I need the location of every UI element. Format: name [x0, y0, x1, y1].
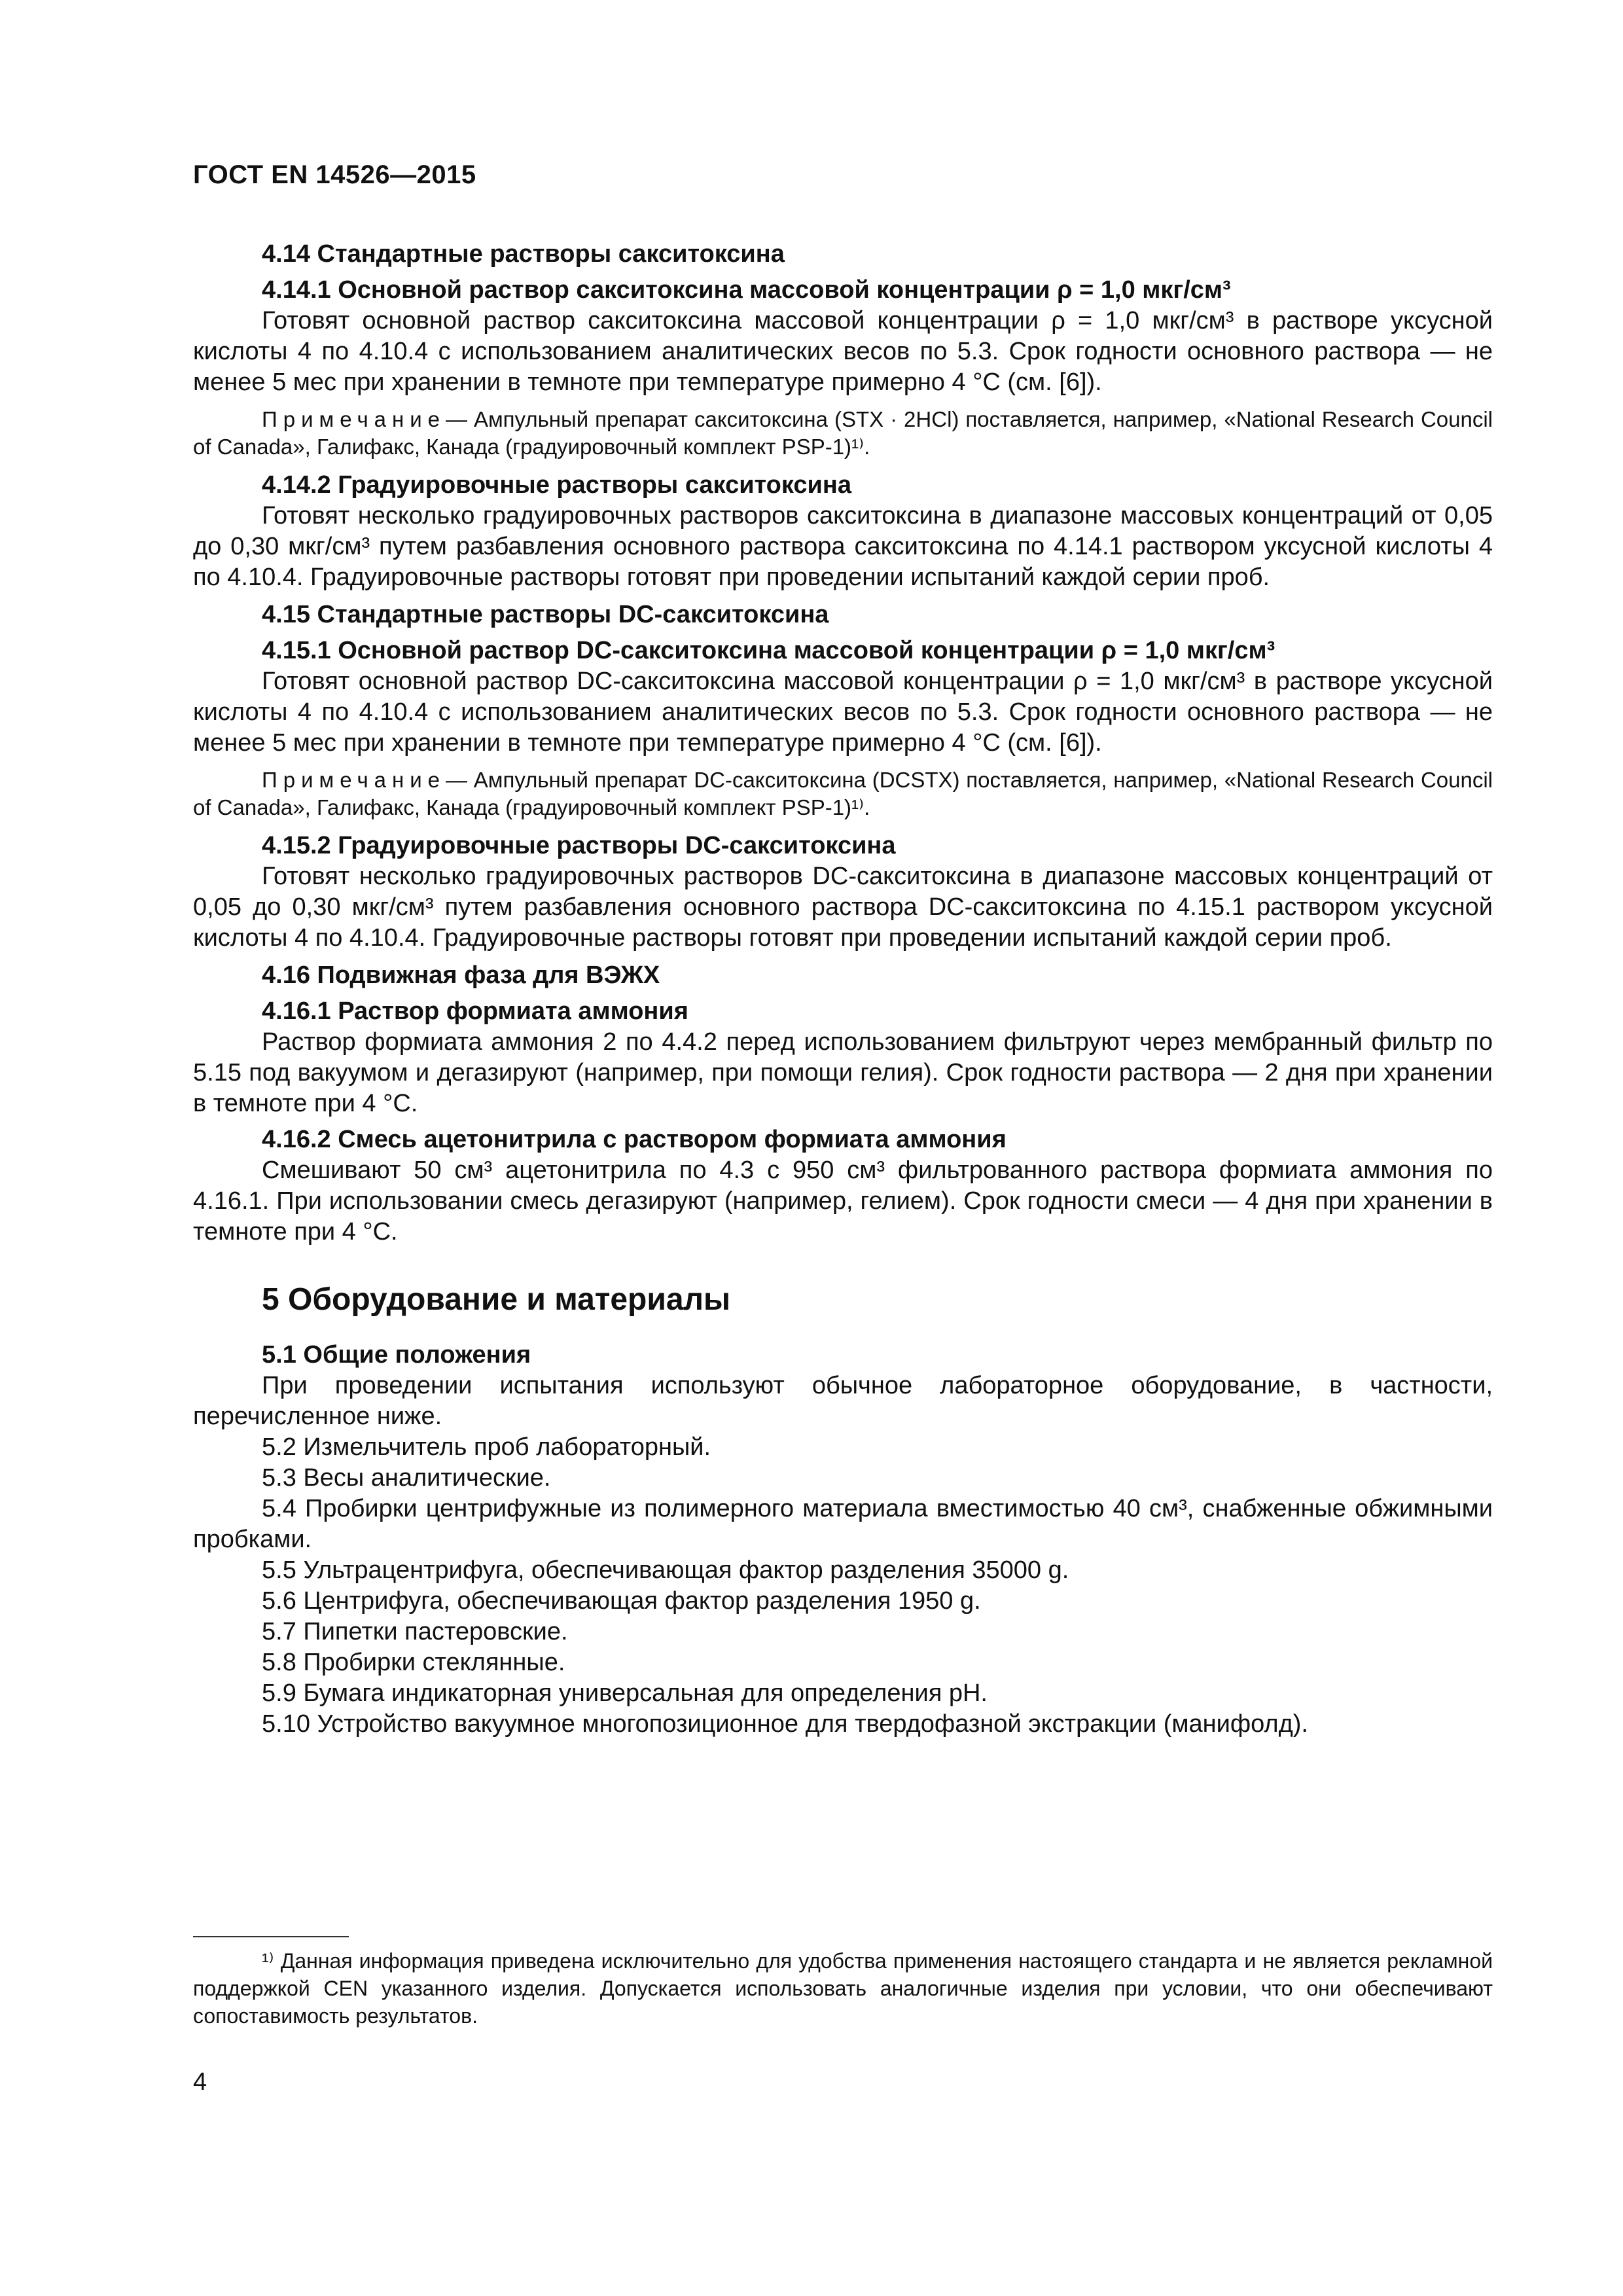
section-4-14-heading: 4.14 Стандартные растворы сакситоксина: [262, 240, 785, 268]
footnote: ¹⁾ Данная информация приведена исключительно для удобства применения настоящего стандарта и не является рекламной поддержкой CEN указанного изделия. Допускается использовать аналогичные изделия при условии, что они обеспечивают сопоставимость результатов.: [193, 1949, 1493, 2028]
section-4-15-1-text: Готовят основной раствор DC-сакситоксина массовой концентрации ρ = 1,0 мкг/см³ в растворе уксусной кислоты 4 по 4.10.4 с использованием аналитических весов по 5.3. Срок годности основного раствора — не менее 5 мес при хранении в темноте при температуре примерно 4 °С (см. [6]).: [193, 668, 1493, 757]
section-5-1-text: При проведении испытания используют обычное лабораторное оборудование, в частности, перечисленное ниже.: [193, 1372, 1493, 1430]
note-4-15: [193, 766, 1493, 821]
section-4-15-2-heading: 4.15.2 Градуировочные растворы DC-сакситоксина: [262, 832, 896, 859]
list-item: 5.9 Бумага индикаторная универсальная для определения pH.: [262, 1679, 988, 1707]
section-4-16-2-heading: 4.16.2 Смесь ацетонитрила с раствором формиата аммония: [262, 1126, 1007, 1153]
section-4-16-2-text: Смешивают 50 см³ ацетонитрила по 4.3 с 950 см³ фильтрованного раствора формиата аммония по 4.16.1. При использовании смесь дегазируют (например, гелием). Срок годности смеси — 4 дня при хранении в темноте при 4 °С.: [193, 1157, 1493, 1246]
main-content: [193, 232, 1493, 1740]
list-item: 5.10 Устройство вакуумное многопозиционное для твердофазной экстракции (манифолд).: [262, 1710, 1308, 1738]
section-4-15-heading: 4.15 Стандартные растворы DC-сакситоксина: [262, 601, 829, 628]
list-item: 5.4 Пробирки центрифужные из полимерного материала вместимостью 40 см³, снабженные обжимными пробками.: [193, 1495, 1493, 1553]
list-item: 5.6 Центрифуга, обеспечивающая фактор разделения 1950 g.: [262, 1587, 981, 1615]
section-4-15-1-heading: 4.15.1 Основной раствор DC-сакситоксина массовой концентрации ρ = 1,0 мкг/см³: [262, 637, 1275, 664]
list-item: 5.3 Весы аналитические.: [262, 1464, 551, 1492]
section-4-14-2-heading: 4.14.2 Градуировочные растворы сакситоксина: [262, 471, 851, 499]
section-5-heading: 5 Оборудование и материалы: [262, 1282, 731, 1317]
note-text: — Ампульный препарат сакситоксина (STX · 2HCl) поставляется, например, «National Research Council of Canada», Галифакс, Канада (градуировочный комплект PSP-1)¹⁾.: [193, 407, 1493, 459]
section-5-1-heading: 5.1 Общие положения: [262, 1341, 531, 1369]
document-header: ГОСТ EN 14526—2015: [193, 160, 476, 189]
section-4-16-heading: 4.16 Подвижная фаза для ВЭЖХ: [262, 961, 660, 989]
list-item: 5.7 Пипетки пастеровские.: [262, 1618, 568, 1645]
note-label: Примечание: [262, 768, 446, 792]
note-4-14: [193, 406, 1493, 461]
list-item: 5.5 Ультрацентрифуга, обеспечивающая фактор разделения 35000 g.: [262, 1556, 1069, 1584]
section-4-14-1-heading: 4.14.1 Основной раствор сакситоксина массовой концентрации ρ = 1,0 мкг/см³: [262, 276, 1231, 304]
note-text: — Ампульный препарат DC-сакситоксина (DCSTX) поставляется, например, «National Research Council of Canada», Галифакс, Канада (градуировочный комплект PSP-1)¹⁾.: [193, 768, 1493, 819]
list-item: 5.2 Измельчитель проб лабораторный.: [262, 1433, 711, 1461]
section-4-16-1-text: Раствор формиата аммония 2 по 4.4.2 перед использованием фильтруют через мембранный фильтр по 5.15 под вакуумом и дегазируют (например, при помощи гелия). Срок годности раствора — 2 дня при хранении в темноте при 4 °С.: [193, 1028, 1493, 1117]
list-item: 5.8 Пробирки стеклянные.: [262, 1649, 565, 1676]
page-number: 4: [193, 2068, 207, 2096]
note-label: Примечание: [262, 407, 446, 431]
footnote-divider: [193, 1936, 349, 1937]
section-4-14-1-text: Готовят основной раствор сакситоксина массовой концентрации ρ = 1,0 мкг/см³ в растворе уксусной кислоты 4 по 4.10.4 с использованием аналитических весов по 5.3. Срок годности основного раствора — не менее 5 мес при хранении в темноте при температуре примерно 4 °С (см. [6]).: [193, 307, 1493, 396]
section-4-14-2-text: Готовят несколько градуировочных растворов сакситоксина в диапазоне массовых концентраций от 0,05 до 0,30 мкг/см³ путем разбавления основного раствора сакситоксина по 4.14.1 раствором уксусной кислоты 4 по 4.10.4. Градуировочные растворы готовят при проведении испытаний каждой серии проб.: [193, 502, 1493, 591]
section-4-16-1-heading: 4.16.1 Раствор формиата аммония: [262, 997, 688, 1025]
section-4-15-2-text: Готовят несколько градуировочных растворов DC-сакситоксина в диапазоне массовых концентраций от 0,05 до 0,30 мкг/см³ путем разбавления основного раствора DC-сакситоксина по 4.15.1 раствором уксусной кислоты 4 по 4.10.4. Градуировочные растворы готовят при проведении испытаний каждой серии проб.: [193, 863, 1493, 952]
